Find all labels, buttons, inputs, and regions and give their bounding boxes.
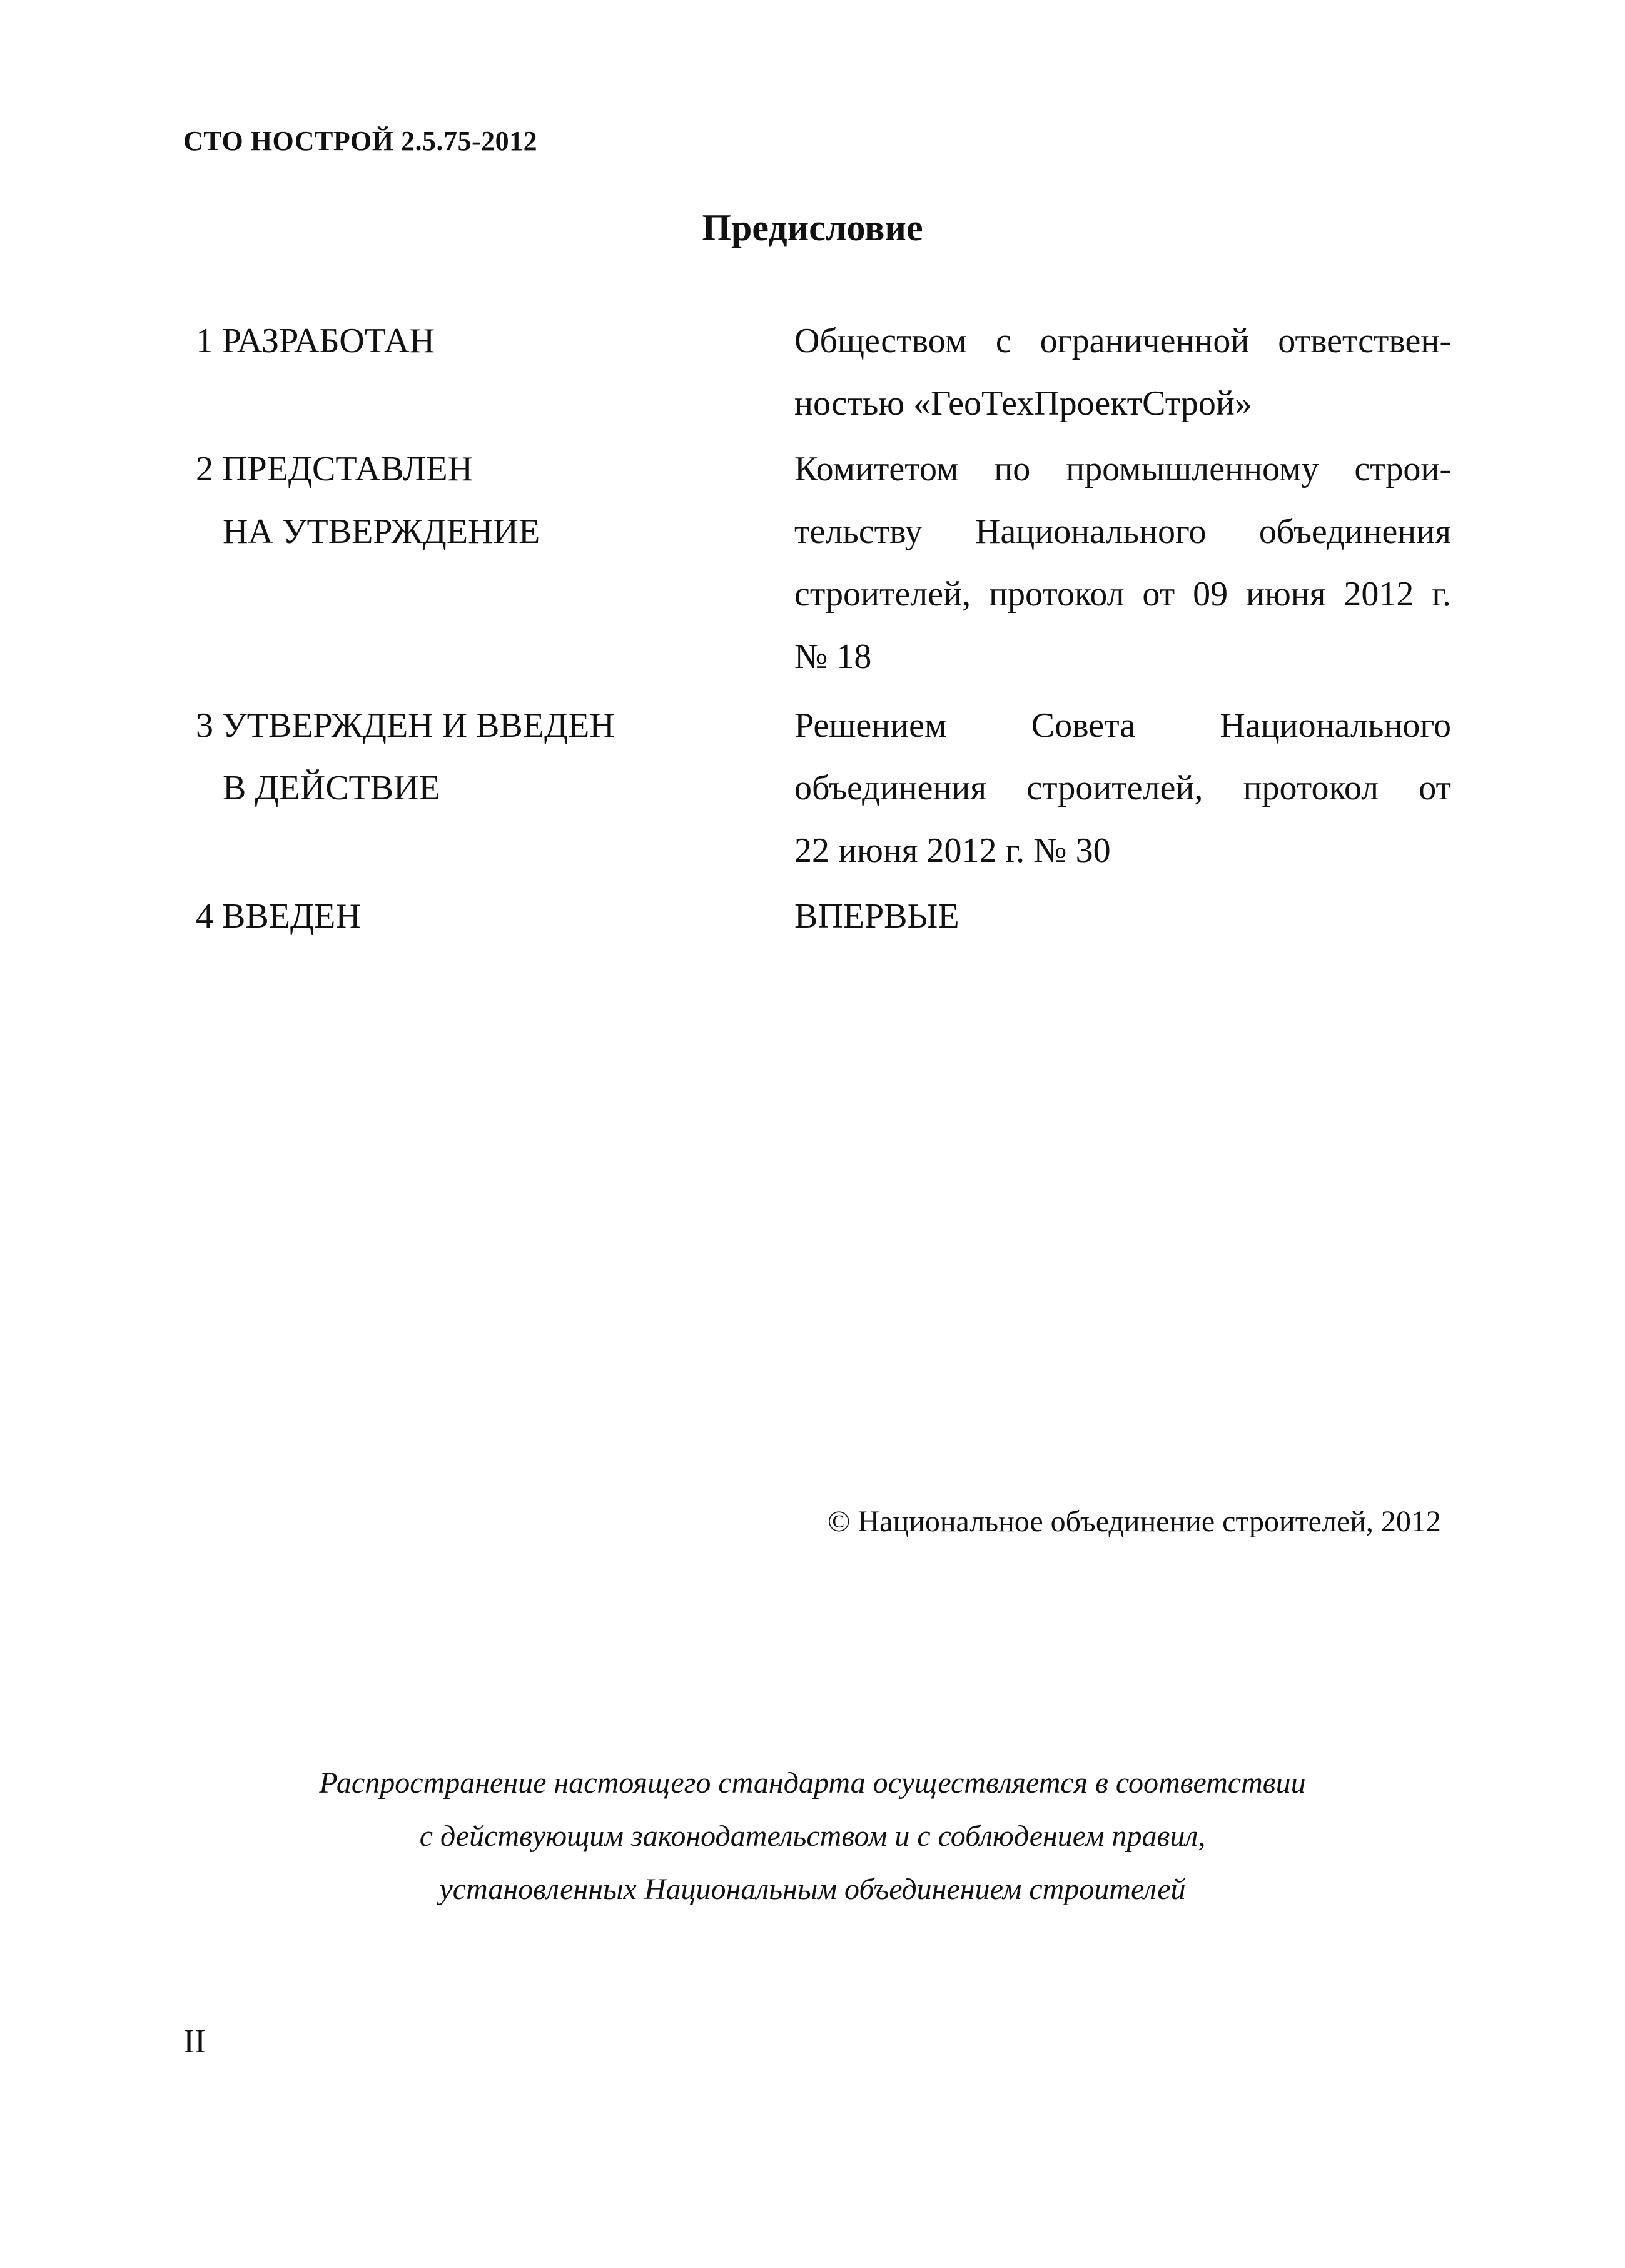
item-label-line: 3 УТВЕРЖДЕН И ВВЕДЕН: [196, 706, 615, 745]
item-label-line: 4 ВВЕДЕН: [196, 897, 361, 936]
item-label: [196, 885, 796, 948]
copyright-notice: © Национальное объединение строителей, 2012: [828, 1505, 1441, 1538]
item-value: [794, 885, 1451, 948]
document-code: СТО НОСТРОЙ 2.5.75-2012: [183, 126, 538, 156]
item-value-line: Обществом с ограниченной ответствен-: [794, 321, 1451, 360]
item-value-line: 22 июня 2012 г. № 30: [794, 831, 1111, 870]
distribution-line: установленных Национальным объединением строителей: [439, 1873, 1186, 1906]
item-value: [794, 310, 1451, 435]
item-value-line: объединения строителей, протокол от: [794, 769, 1451, 807]
item-value: [794, 694, 1451, 882]
item-value: [794, 438, 1451, 688]
item-label-line: 2 ПРЕДСТАВЛЕН: [196, 450, 473, 489]
item-label: [196, 694, 796, 819]
page-number: II: [183, 2022, 206, 2060]
item-value-line: ВПЕРВЫЕ: [794, 897, 959, 936]
item-value-line: № 18: [794, 637, 872, 676]
item-label-line: В ДЕЙСТВИЕ: [223, 769, 440, 807]
item-label: [196, 310, 796, 372]
distribution-line: Распространение настоящего стандарта осуществляется в соответствии: [319, 1766, 1306, 1800]
distribution-line: с действующим законодательством и с соблюдением правил,: [419, 1820, 1206, 1853]
distribution-notice: [0, 1756, 1625, 1916]
item-label: [196, 438, 796, 563]
item-value-line: тельству Национального объединения: [794, 512, 1451, 551]
page-title: Предисловие: [702, 207, 923, 248]
item-label-line: НА УТВЕРЖДЕНИЕ: [223, 512, 540, 551]
item-value-line: Комитетом по промышленному строи-: [794, 450, 1451, 489]
item-value-line: ностью «ГеоТехПроектСтрой»: [794, 384, 1252, 423]
item-value-line: Решением Совета Национального: [794, 706, 1451, 745]
item-label-line: 1 РАЗРАБОТАН: [196, 321, 435, 360]
item-value-line: строителей, протокол от 09 июня 2012 г.: [794, 575, 1451, 614]
